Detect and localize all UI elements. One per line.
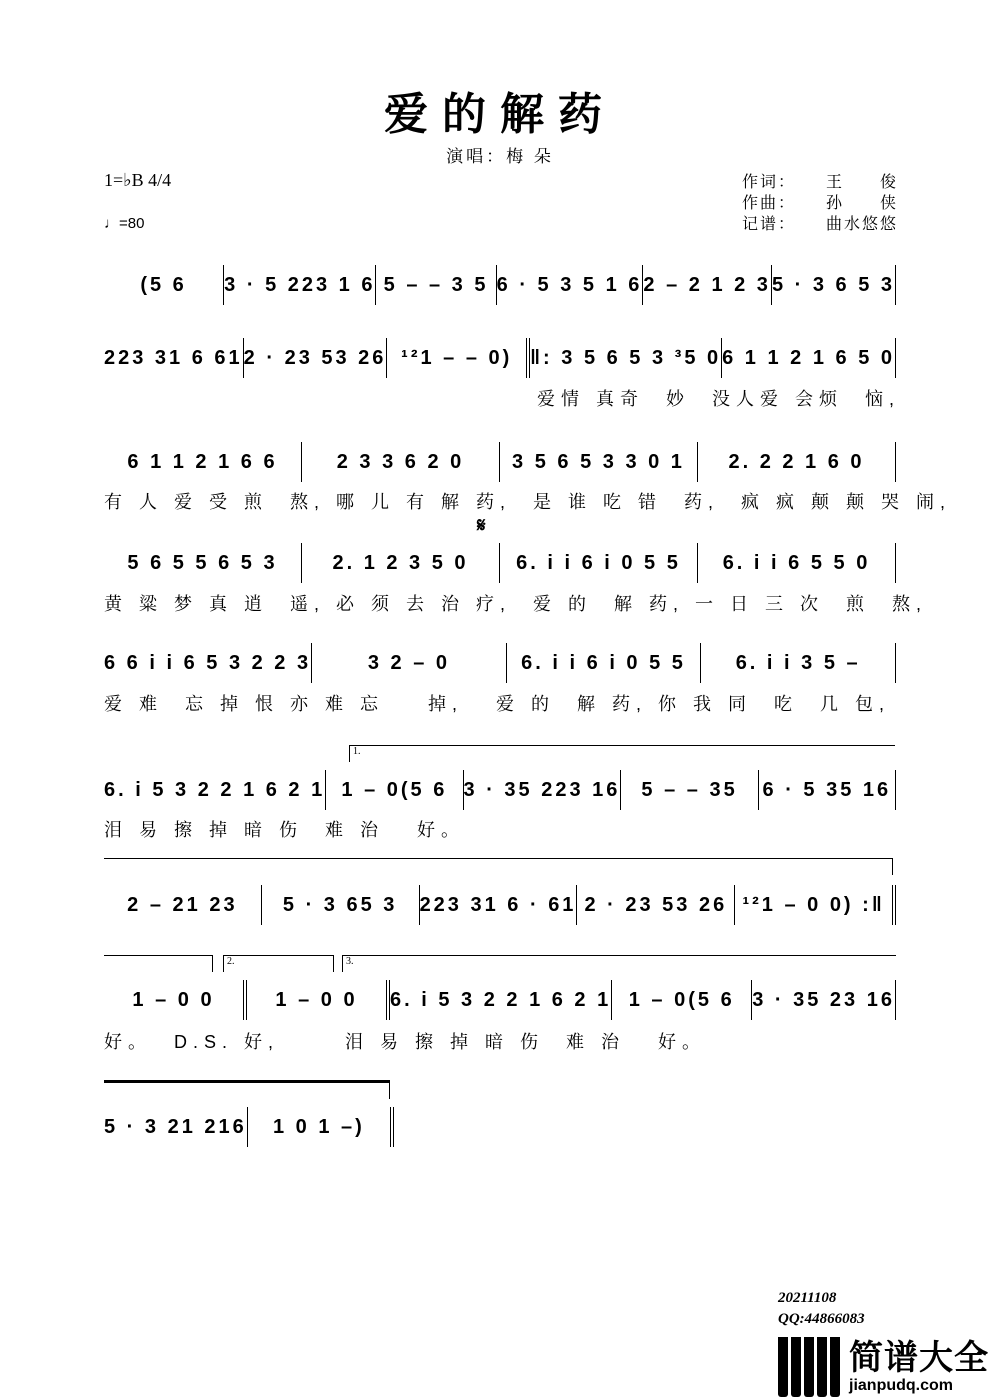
volta-1-end [104,955,213,972]
measure: 5 – – 35 [621,770,758,810]
measure: 6 6 i i 6 5 3 2 2 3 [104,643,312,683]
measure: 1 – 0(5 6 [612,980,752,1020]
credit-label: 作曲： [742,195,797,212]
measure: 6. i i 6 5 5 0 [698,543,896,583]
composer [742,193,898,214]
volta-3 [342,955,896,972]
measure: 6. i 5 3 2 2 1 6 2 1 [104,770,326,810]
score-row [104,338,896,378]
volta-3-continued [104,1080,390,1099]
measure: 6 1 1 2 1 6 5 0 [722,338,896,378]
credit-label: 作词： [742,174,797,191]
measure: 1 – 0 0 [104,980,247,1020]
measure: 2 · 23 53 26 [244,338,388,378]
measure: 2 3 3 6 2 0 [302,442,500,482]
score-row [104,442,896,482]
measure: 3 2 – 0 [312,643,507,683]
measure: 3 5 6 5 3 3 0 1 [500,442,698,482]
song-title: 爱的解药 [384,89,616,140]
measure: 2 · 23 53 26 [577,885,735,925]
measure: 1 – 0 0 [247,980,390,1020]
credit-value: 曲水悠悠 [825,216,898,233]
measure: ¹²1 – – 0) [387,338,530,378]
score-row [104,265,896,305]
segno-sign: 𝄋 [477,515,486,537]
piano-keys-icon [778,1337,843,1397]
logo-url: jianpudq.com [849,1376,953,1394]
measure: 6 1 1 2 1 6 6 [104,442,302,482]
volta-label: 2. [227,956,235,967]
measure: ‖: 3 5 6 5 3 ³5 0 [530,338,722,378]
measure: 5 6 5 5 6 5 3 [104,543,302,583]
measure: 2 – 21 23 [104,885,262,925]
lyrics-line: 好。 D.S. 好, 泪 易 擦 掉 暗 伤 难 治 好。 [104,1032,707,1052]
credit-value: 王 俊 [825,174,898,191]
date: 20211108 [778,1290,837,1306]
volta-label: 3. [346,956,354,967]
credit-label: 记谱： [742,216,797,233]
measure: ¹²1 – 0 0) :‖ [735,885,896,925]
measure: 6. i i 6 i 0 5 5 [507,643,702,683]
lyrics-line: 有 人 爱 受 煎 熬, 哪 儿 有 解 药, 是 谁 吃 错 药, 疯 疯 颠 颠 哭 闹, [104,492,952,512]
measure: 1 0 1 –) [248,1107,394,1147]
lyrics-line: 黄 粱 梦 真 逍 遥, 必 须 去 治 疗, 爱 的 解 药, 一 日 三 次 煎 熬, [104,594,928,614]
jianpudq-logo [778,1333,1000,1400]
credit-value: 孙 侠 [825,195,898,212]
qq-number: QQ:44866083 [778,1311,865,1327]
score-row [104,770,896,810]
measure: 3 · 35 23 16 [752,980,896,1020]
measure: (5 6 [104,265,224,305]
key-signature: 1=♭B 4/4 [104,170,172,190]
measure: 5 – – 3 5 [376,265,496,305]
score-row [104,1107,394,1147]
measure: 6 · 5 35 16 [759,770,896,810]
volta-1 [349,745,895,762]
measure: 3 · 35 223 16 [464,770,622,810]
score-row [104,643,896,683]
measure: 5 · 3 6 5 3 [772,265,896,305]
volta-2 [223,955,334,972]
credits [742,172,898,235]
tempo: ♩=80 [104,215,145,232]
score-row [104,885,896,925]
logo-text: 简谱大全 [849,1338,989,1377]
lyrics-line: 爱 难 忘 掉 恨 亦 难 忘 掉, 爱 的 解 药, 你 我 同 吃 几 包, [104,694,891,714]
measure: 6 · 5 3 5 1 6 [497,265,644,305]
measure: 223 31 6 · 61 [420,885,578,925]
volta-1-continued [104,858,893,875]
lyrics-line: 泪 易 擦 掉 暗 伤 难 治 好。 [104,820,466,840]
measure: 2. 1 2 3 5 0 [302,543,500,583]
measure: 2. 2 2 1 6 0 [698,442,896,482]
singer: 演唱：梅 朵 [446,147,554,166]
measure: 223 31 6 61 [104,338,244,378]
measure: 1 – 0(5 6 [326,770,463,810]
transcriber [742,214,898,235]
measure: 5 · 3 65 3 [262,885,420,925]
measure: 6. i i 3 5 – [701,643,896,683]
measure: 5 · 3 21 216 [104,1107,248,1147]
measure: 3 · 5 223 1 6 [224,265,376,305]
measure: 2 – 2 1 2 3 [643,265,772,305]
measure: 6. i 5 3 2 2 1 6 2 1 [390,980,612,1020]
lyricist [742,172,898,193]
score-row [104,980,896,1020]
lyrics-line: 爱情 真奇 妙 没人爱 会烦 恼, [537,389,901,409]
score-row [104,543,896,583]
measure: 6. i i 6 i 0 5 5 [500,543,698,583]
volta-label: 1. [353,746,361,757]
